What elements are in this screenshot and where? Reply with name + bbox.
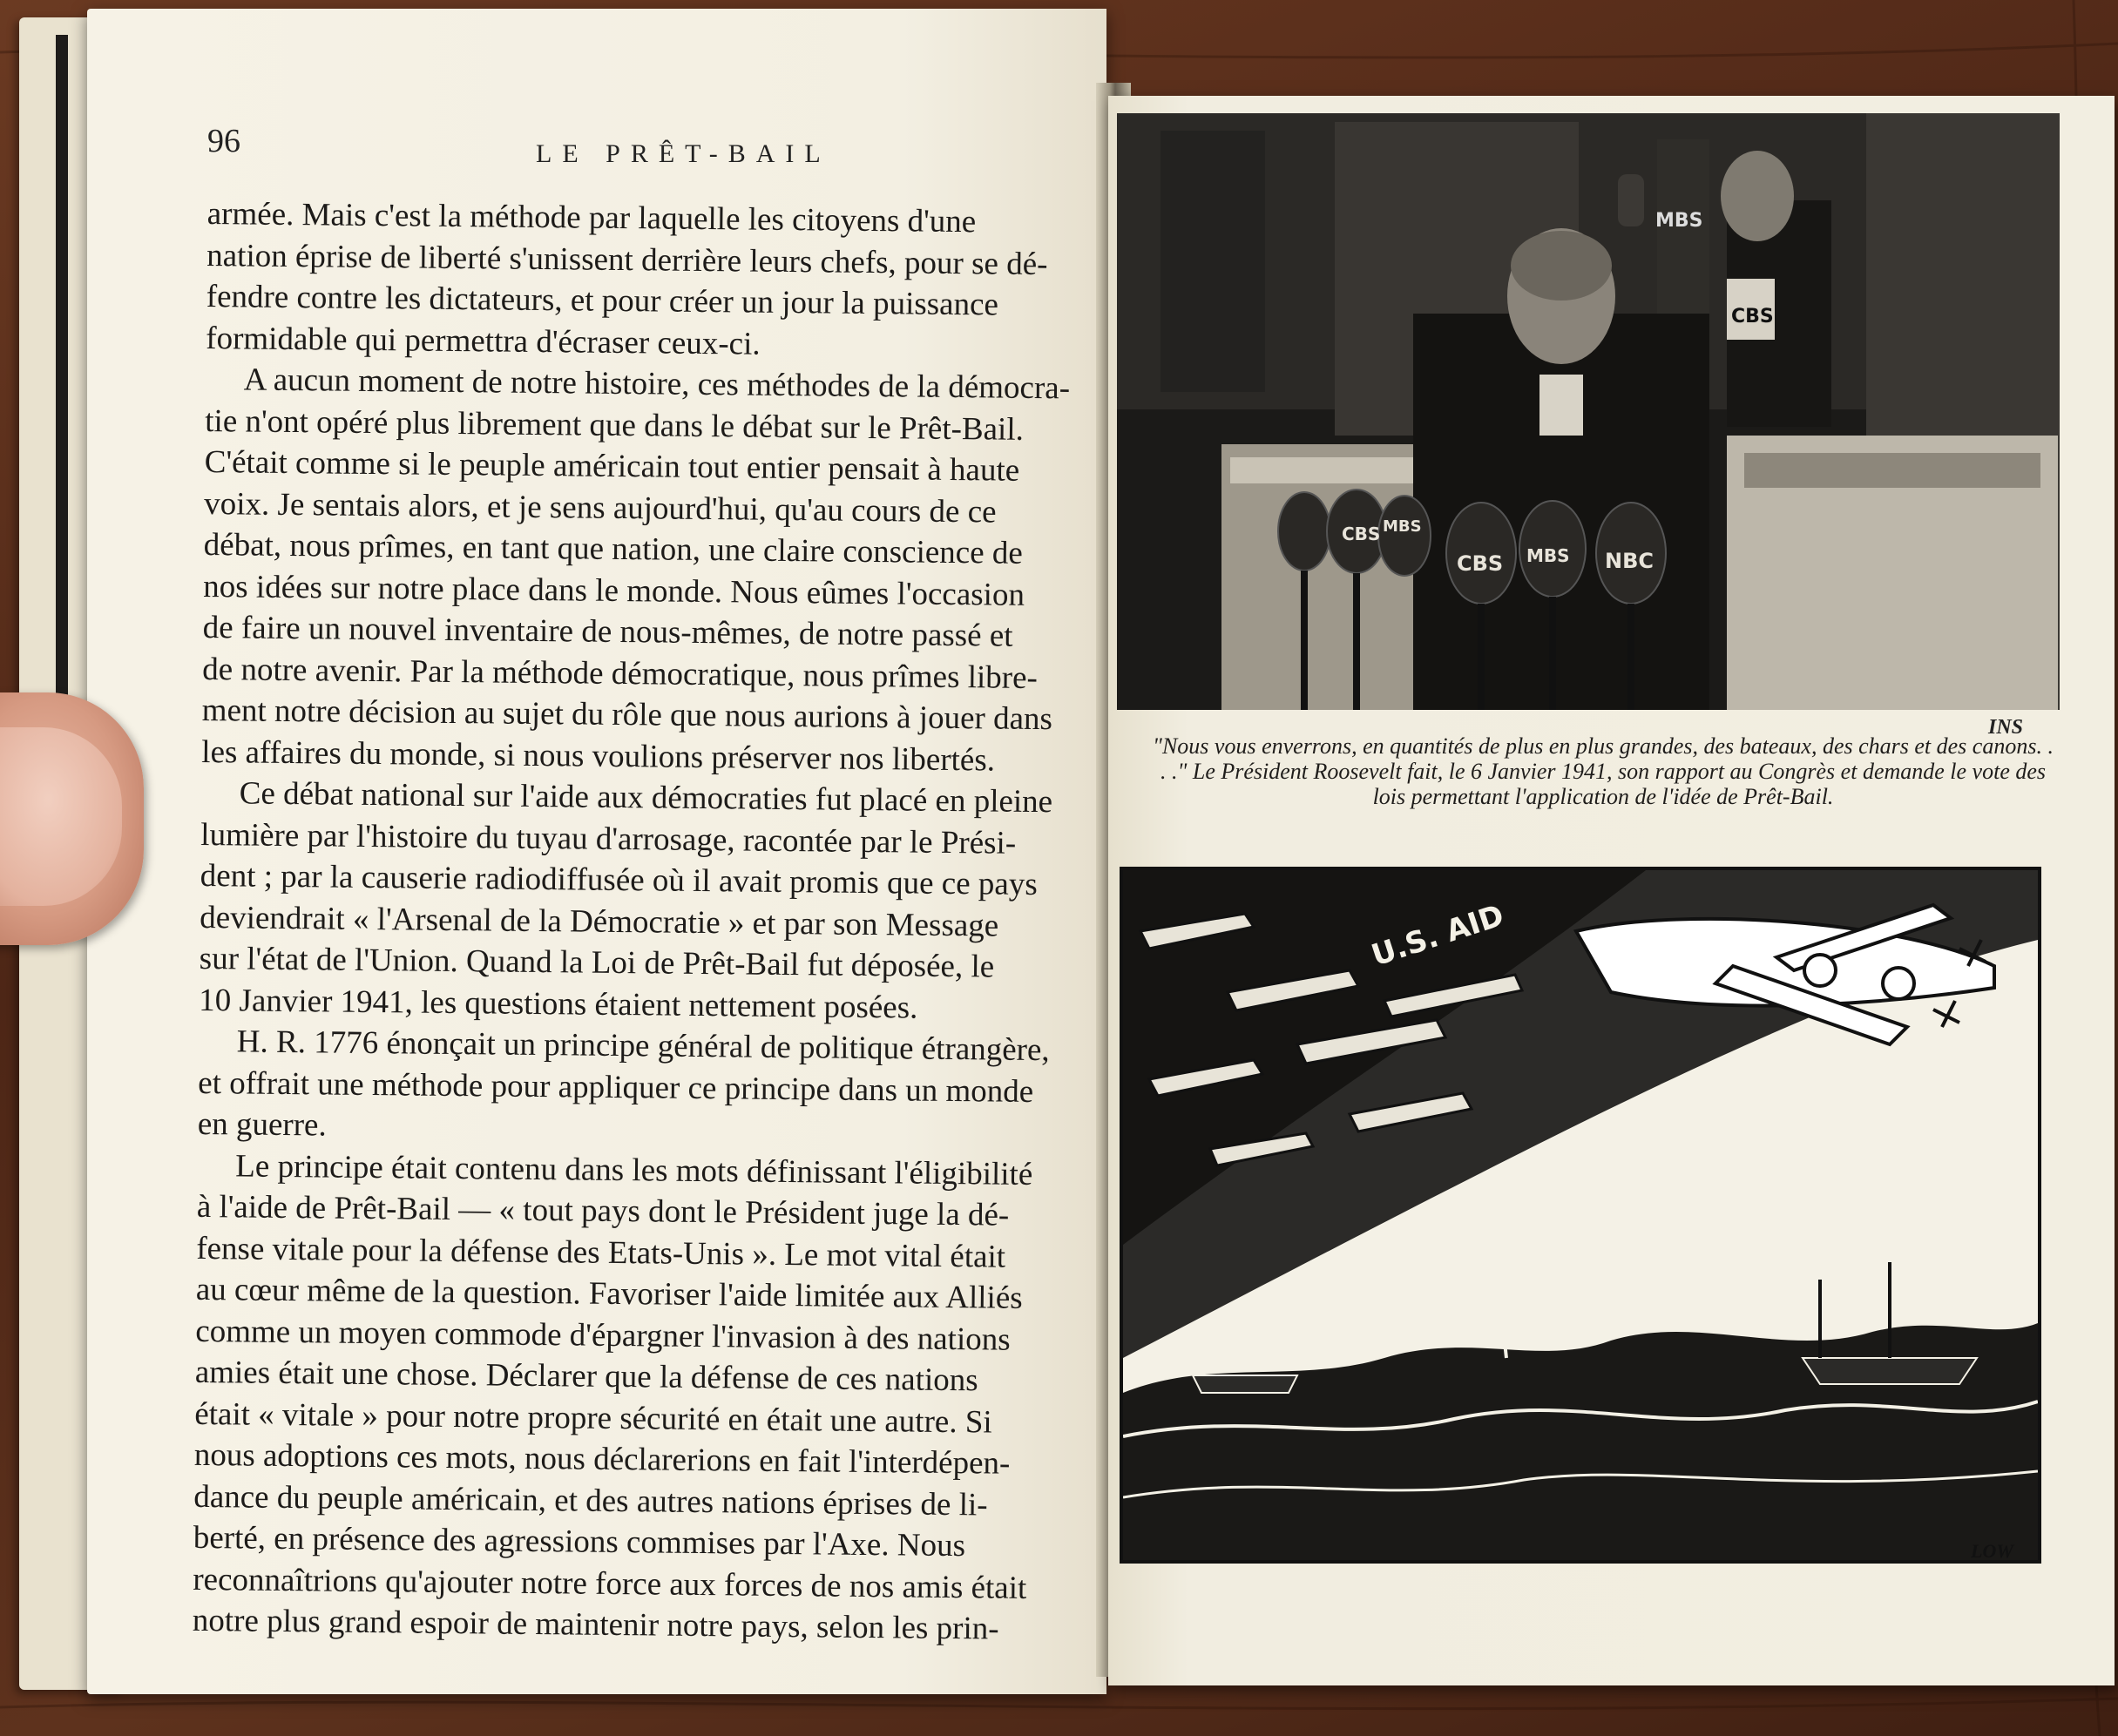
text-line: C'était comme si le peuple américain tout entier pensait à haute bbox=[204, 443, 1020, 489]
text-line: de notre avenir. Par la méthode démocratique, nous prîmes libre- bbox=[202, 651, 1039, 696]
text-line: au cœur même de la question. Favoriser l'aide limitée aux Alliés bbox=[195, 1271, 1023, 1316]
mic-label-mbs-1: MBS bbox=[1383, 517, 1422, 536]
photo-credit: INS bbox=[1988, 716, 2024, 739]
text-line: notre plus grand espoir de maintenir notre pays, selon les prin- bbox=[192, 1602, 999, 1647]
low-cartoon bbox=[1120, 867, 2041, 1564]
text-line: en guerre. bbox=[197, 1105, 327, 1144]
photo-label-mbs-top: MBS bbox=[1655, 210, 1703, 232]
text-line: formidable qui permettra d'écraser ceux-ci. bbox=[206, 320, 761, 362]
running-head: LE PRÊT-BAIL bbox=[536, 139, 831, 168]
text-line: comme un moyen commode d'épargner l'invasion à des nations bbox=[195, 1313, 1011, 1358]
body-text bbox=[193, 193, 1070, 1651]
text-line: deviendrait « l'Arsenal de la Démocratie » et par son Message bbox=[200, 899, 999, 944]
photo-label-cbs-top: CBS bbox=[1731, 306, 1774, 328]
photo-caption: "Nous vous enverrons, en quantités de plus en plus grandes, des bateaux, des chars et des canons. . . ." Le Président Roosevelt fait, le 6 Janvier 1941, son rapport au Congrès et demande le vote des lois permettant l'application de l'idée de Prêt-Bail. bbox=[1153, 733, 2054, 809]
text-line: 10 Janvier 1941, les questions étaient nettement posées. bbox=[199, 982, 918, 1026]
text-line: berté, en présence des agressions commises par l'Axe. Nous bbox=[193, 1519, 966, 1564]
text-line: dent ; par la causerie radiodiffusée où il avait promis que ce pays bbox=[200, 857, 1038, 903]
cartoon-drawing bbox=[1123, 870, 2038, 1560]
text-line: ment notre décision au sujet du rôle que nous aurions à jouer dans bbox=[201, 692, 1053, 738]
page-number: 96 bbox=[207, 123, 240, 159]
text-line: et offrait une méthode pour appliquer ce principe dans un monde bbox=[198, 1064, 1034, 1110]
text-line: A aucun moment de notre histoire, ces méthodes de la démocra- bbox=[243, 361, 1071, 407]
text-line: voix. Je sentais alors, et je sens aujourd'hui, qu'au cours de ce bbox=[204, 485, 997, 530]
text-line: de faire un nouvel inventaire de nous-mêmes, de notre passé et bbox=[202, 609, 1013, 654]
photo-drawing bbox=[1117, 113, 2060, 710]
mic-label-cbs-1: CBS bbox=[1342, 524, 1381, 544]
text-line: les affaires du monde, si nous voulions préserver nos libertés. bbox=[201, 733, 996, 779]
text-line: Le principe était contenu dans les mots définissant l'éligibilité bbox=[235, 1147, 1033, 1192]
mic-label-cbs-2: CBS bbox=[1457, 551, 1504, 576]
text-line: reconnaîtrions qu'ajouter notre force aux forces de nos amis était bbox=[193, 1561, 1027, 1606]
text-line: tie n'ont opéré plus librement que dans le débat sur le Prêt-Bail. bbox=[205, 402, 1025, 448]
text-line: H. R. 1776 énonçait un principe général de politique étrangère, bbox=[236, 1023, 1050, 1069]
cartoon-plane-label: U.S. AID bbox=[1367, 898, 1509, 974]
page-stack-shadow bbox=[56, 35, 68, 697]
text-line: fendre contre les dictateurs, et pour créer un jour la puissance bbox=[206, 278, 999, 323]
text-line: armée. Mais c'est la méthode par laquelle les citoyens d'une bbox=[206, 195, 977, 240]
text-line: fense vitale pour la défense des Etats-Unis ». Le mot vital était bbox=[196, 1230, 1006, 1275]
text-line: sur l'état de l'Union. Quand la Loi de Prêt-Bail fut déposée, le bbox=[199, 940, 995, 985]
text-line: lumière par l'histoire du tuyau d'arrosage, racontée par le Prési- bbox=[200, 816, 1017, 861]
text-line: dance du peuple américain, et des autres nations éprises de li- bbox=[193, 1478, 988, 1523]
text-line: était « vitale » pour notre propre sécurité en était une autre. Si bbox=[194, 1395, 992, 1441]
mic-label-mbs-2: MBS bbox=[1526, 545, 1570, 566]
text-line: nation éprise de liberté s'unissent derrière leurs chefs, pour se dé- bbox=[206, 237, 1048, 282]
roosevelt-photo bbox=[1117, 113, 2060, 710]
mic-label-nbc: NBC bbox=[1605, 549, 1654, 573]
text-line: à l'aide de Prêt-Bail — « tout pays dont le Président juge la dé- bbox=[196, 1188, 1010, 1233]
text-line: Ce débat national sur l'aide aux démocraties fut placé en pleine bbox=[239, 775, 1053, 821]
text-line: débat, nous prîmes, en tant que nation, une claire conscience de bbox=[203, 526, 1024, 571]
cartoonist-signature: LOW bbox=[1971, 1540, 2013, 1562]
text-line: nous adoptions ces mots, nous déclarerions en fait l'interdépen- bbox=[193, 1436, 1011, 1482]
text-line: nos idées sur notre place dans le monde. Nous eûmes l'occasion bbox=[203, 568, 1025, 613]
text-line: amies était une chose. Déclarer que la défense de ces nations bbox=[194, 1354, 978, 1399]
